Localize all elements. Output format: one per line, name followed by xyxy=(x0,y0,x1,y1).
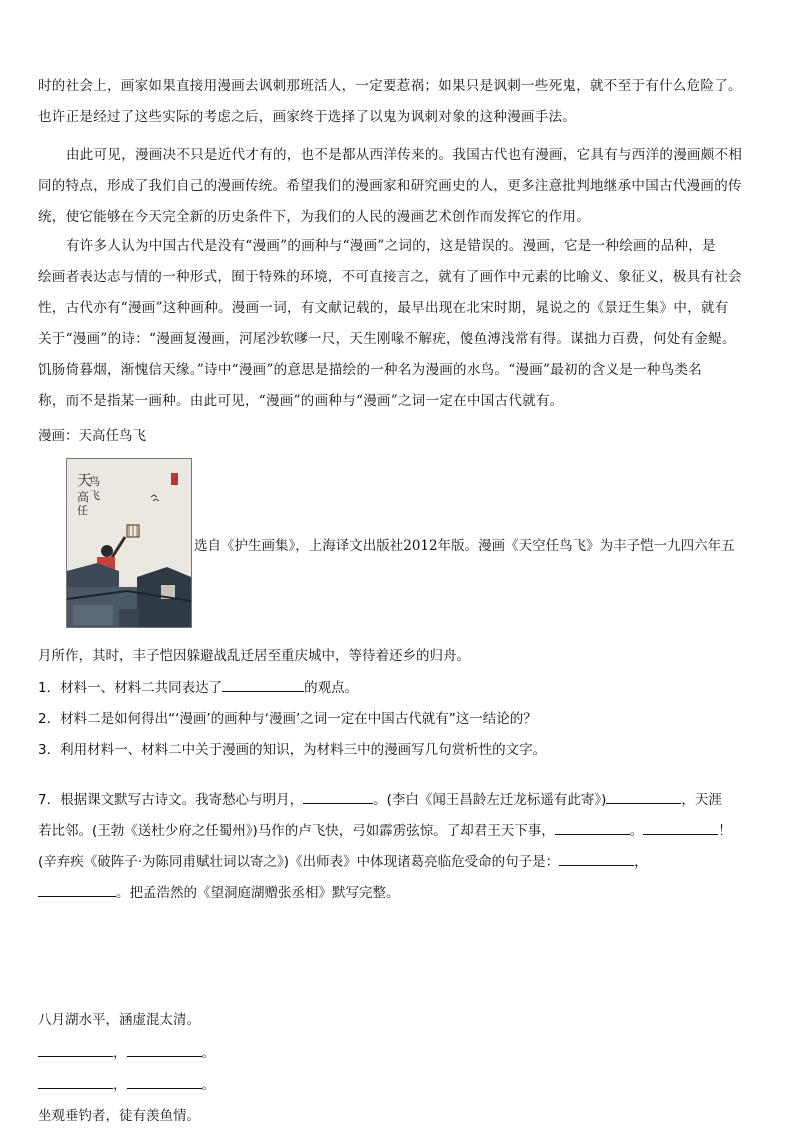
text-line: 绘画者表达志与情的一种形式，囿于特殊的环境，不可直接言之，就有了画作中元素的比喻义、象征义，极具有社会 xyxy=(38,269,742,285)
answer-blank[interactable] xyxy=(38,1042,113,1057)
question-7 xyxy=(38,789,758,913)
question-7-line xyxy=(38,882,758,913)
question-3: 3．利用材料一、材料二中关于漫画的知识，为材料三中的漫画写几句赏析性的文字。 xyxy=(38,742,547,758)
inscription-glyph-5: 飞 xyxy=(89,489,100,502)
inscription-glyph-3: 任 xyxy=(77,504,88,517)
answer-blank[interactable] xyxy=(222,677,304,692)
inscription-glyph-2: 高 xyxy=(77,490,90,504)
answer-blank[interactable] xyxy=(606,789,681,804)
paragraph-2 xyxy=(38,145,742,227)
cartoon-title: 漫画：天高任鸟飞 xyxy=(38,428,146,444)
text-line: 同的特点，形成了我们自己的漫画传统。希望我们的漫画家和研究画史的人，更多注意批判地继承中国古代漫画的传 xyxy=(38,178,742,194)
poem-punct: 。 xyxy=(201,1045,215,1061)
answer-blank[interactable] xyxy=(127,1074,202,1089)
person-head xyxy=(101,545,113,557)
poem-block xyxy=(38,1010,215,1138)
text-line: 由此可见，漫画决不只是近代才有的，也不是都从西洋传来的。我国古代也有漫画，它具有与西洋的漫画颇不相 xyxy=(66,147,743,163)
figure-caption-continued: 月所作，其时，丰子恺因躲避战乱迁居至重庆城中，等待着还乡的归舟。 xyxy=(38,648,470,664)
text-line: 性，古代亦有“漫画”这种画种。漫画一词，有文献记载的，最早出现在北宋时期，晁说之的《景迂生集》中，就有 xyxy=(38,300,729,316)
q7-text: 7．根据课文默写古诗文。我寄愁心与明月， xyxy=(38,792,304,808)
q7-text: ， xyxy=(634,854,648,870)
answer-blank[interactable] xyxy=(127,1042,202,1057)
poem-punct: ， xyxy=(113,1077,127,1093)
paragraph-1 xyxy=(38,76,742,127)
paragraph-3 xyxy=(38,236,742,411)
poem-line-3 xyxy=(38,1074,215,1106)
answer-blank[interactable] xyxy=(303,789,373,804)
q7-text: 。把孟浩然的《望洞庭湖赠张丞相》默写完整。 xyxy=(116,885,400,901)
poem-line-4: 坐观垂钓者，徒有羡鱼情。 xyxy=(38,1108,200,1124)
seal-stamp xyxy=(171,473,178,485)
question-2: 2．材料二是如何得出“‘漫画’的画种与‘漫画’之词一定在中国古代就有”这一结论的？ xyxy=(38,711,537,727)
q7-text: ，天涯 xyxy=(681,792,722,808)
question-7-line xyxy=(38,789,758,820)
q7-text: 。(李白《闻王昌龄左迁龙标遥有此寄》) xyxy=(373,792,607,808)
text-line: 饥肠倚暮烟，渐愧信天缘。”诗中“漫画”的意思是描绘的一种名为漫画的水鸟。“漫画”最初的含义是一种鸟类名 xyxy=(38,362,703,378)
text-line: 称，而不是指某一画种。由此可见，“漫画”的画种与“漫画”之词一定在中国古代就有。 xyxy=(38,393,564,409)
inscription-glyph-1: 天 xyxy=(77,471,93,489)
question-1 xyxy=(38,676,358,696)
question-7-line xyxy=(38,820,758,851)
poem-line-2 xyxy=(38,1042,215,1074)
poem-punct: ， xyxy=(113,1045,127,1061)
answer-blank[interactable] xyxy=(559,851,634,866)
cartoon-image xyxy=(66,458,192,628)
q7-text: (辛弃疾《破阵子·为陈同甫赋壮词以寄之》)《出师表》中体现诸葛亮临危受命的句子是： xyxy=(38,854,560,870)
q7-text: 若比邻。(王勃《送杜少府之任蜀州》)马作的卢飞快，弓如霹雳弦惊。了却君王天下事， xyxy=(38,823,555,839)
answer-blank[interactable] xyxy=(38,1074,113,1089)
poem-line-1: 八月湖水平，涵虚混太清。 xyxy=(38,1012,200,1028)
question-1-suffix: 的观点。 xyxy=(304,680,359,696)
answer-blank[interactable] xyxy=(643,820,718,835)
question-1-text: 1．材料一、材料二共同表达了 xyxy=(38,680,223,696)
question-7-line xyxy=(38,851,758,882)
text-line: 统，使它能够在今天完全新的历史条件下，为我们的人民的漫画艺术创作而发挥它的作用。 xyxy=(38,209,590,225)
answer-blank[interactable] xyxy=(38,882,116,897)
inscription-glyph-4: 鸟 xyxy=(89,475,100,488)
q7-text: 。 xyxy=(629,823,644,839)
cartoon-illustration xyxy=(67,459,191,627)
poem-punct: 。 xyxy=(201,1077,215,1093)
text-line: 有许多人认为中国古代是没有“漫画”的画种与“漫画”之词的，这是错误的。漫画，它是一种绘画的品种，是 xyxy=(66,238,716,254)
figure-caption: 选自《护生画集》，上海译文出版社2012年版。漫画《天空任鸟飞》为丰子恺一九四六年五 xyxy=(194,538,735,554)
q7-text: ！ xyxy=(718,823,732,839)
text-line: 时的社会上，画家如果直接用漫画去讽刺那班活人，一定要惹祸；如果只是讽刺一些死鬼，就不至于有什么危险了。 xyxy=(38,78,742,94)
text-line: 也许正是经过了这些实际的考虑之后，画家终于选择了以鬼为讽刺对象的这种漫画手法。 xyxy=(38,109,577,125)
text-line: 关于“漫画”的诗：“漫画复漫画，河尾沙软嗲一尺，天生刚喙不解疣，傻鱼溥浅常有得。谋拙力百费，何处有金鳀。 xyxy=(38,331,736,347)
answer-blank[interactable] xyxy=(555,820,630,835)
